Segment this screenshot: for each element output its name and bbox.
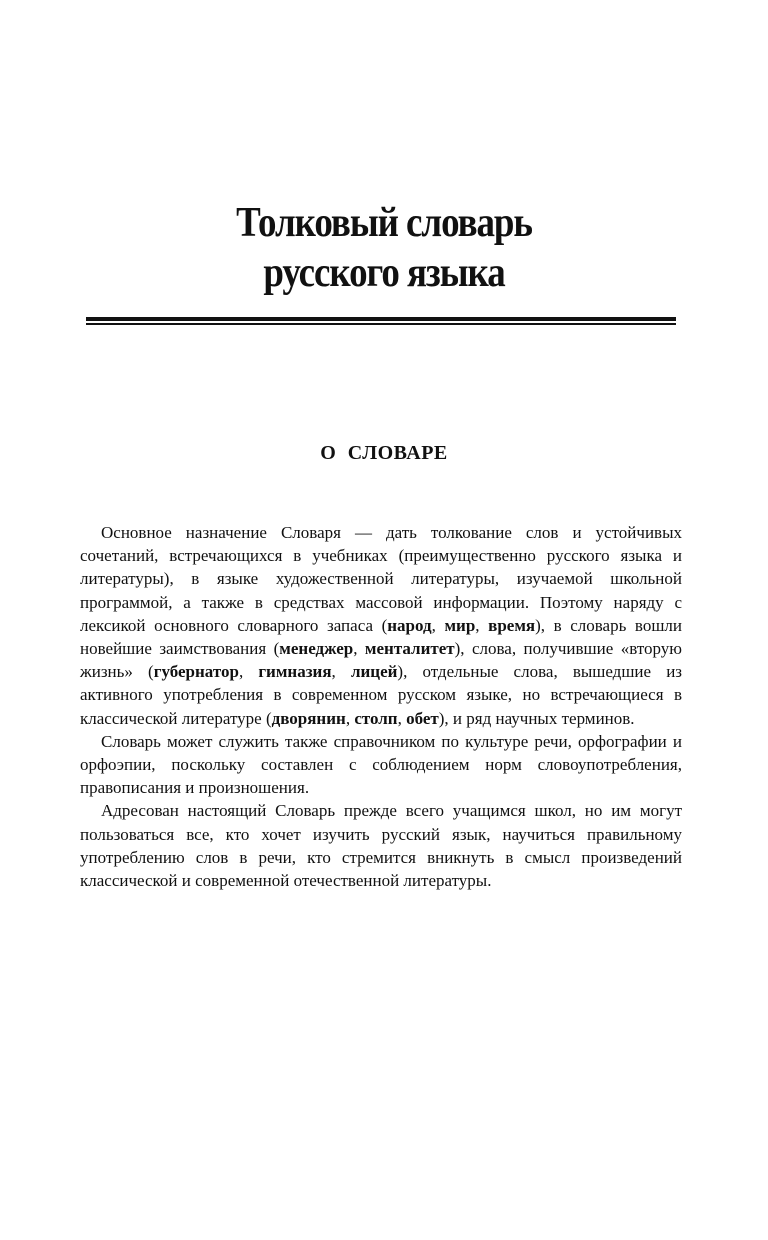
page-title [46, 198, 722, 298]
title-line-2: русского языка [263, 250, 505, 296]
title-double-rule [86, 317, 676, 325]
text-run: ), слова, получившие «вторую жизнь» ( [80, 639, 683, 682]
rule-thick [86, 317, 676, 321]
text-run: ), отдельные слова, вышедшие из активного употребления в современном русском языке, но встречающиеся в классической литературе ( [80, 662, 683, 728]
example-word: менталитет [364, 639, 455, 659]
example-word: мир [444, 615, 476, 635]
text-run: , [353, 639, 365, 659]
section-heading: О СЛОВАРЕ [320, 442, 448, 464]
example-word: лицей [350, 662, 398, 682]
text-run: , [397, 708, 407, 728]
text-run: ), и ряд научных терминов. [438, 708, 635, 728]
text-run: ), в словарь вошли новейшие заимствования ( [80, 615, 683, 659]
example-word: гимназия [258, 662, 332, 682]
text-run: , [475, 615, 489, 635]
text-run: , [331, 662, 351, 682]
paragraph-2: Словарь может служить также справочником по культуре речи, орфографии и орфоэпии, поскольку составлен с соблюдением норм словоупотребления, правописания и произношения. [80, 731, 682, 798]
example-word: дворянин [271, 708, 346, 728]
paragraph-1 [80, 521, 682, 730]
example-word: менеджер [279, 639, 354, 659]
example-word: губернатор [153, 662, 239, 682]
paragraph-3: Адресован настоящий Словарь прежде всего учащимся школ, но им могут пользоваться все, кто хочет изучить русский язык, научиться правильному употреблению слов в речи, кто стремится вникнуть в смысл произведений классической и современной отечественной литературы. [80, 801, 682, 891]
title-line-1: Толковый словарь [236, 200, 532, 246]
rule-thin [86, 323, 676, 325]
example-word: обет [406, 708, 439, 728]
body-text [80, 521, 682, 892]
text-run: , [238, 662, 259, 682]
example-word: народ [387, 615, 432, 635]
text-run: , [345, 708, 355, 728]
example-word: время [488, 615, 536, 635]
text-run: , [431, 615, 445, 635]
example-word: столп [354, 708, 398, 728]
text-run: Основное назначение Словаря — дать толкование слов и устойчивых сочетаний, встречающихся в учебниках (преимущественно русского языка и литературы), в языке художественной литературы, изучаемой школьной программой, а также в средствах массовой информации. Поэтому наряду с лексикой основного словарного запаса ( [80, 523, 682, 635]
